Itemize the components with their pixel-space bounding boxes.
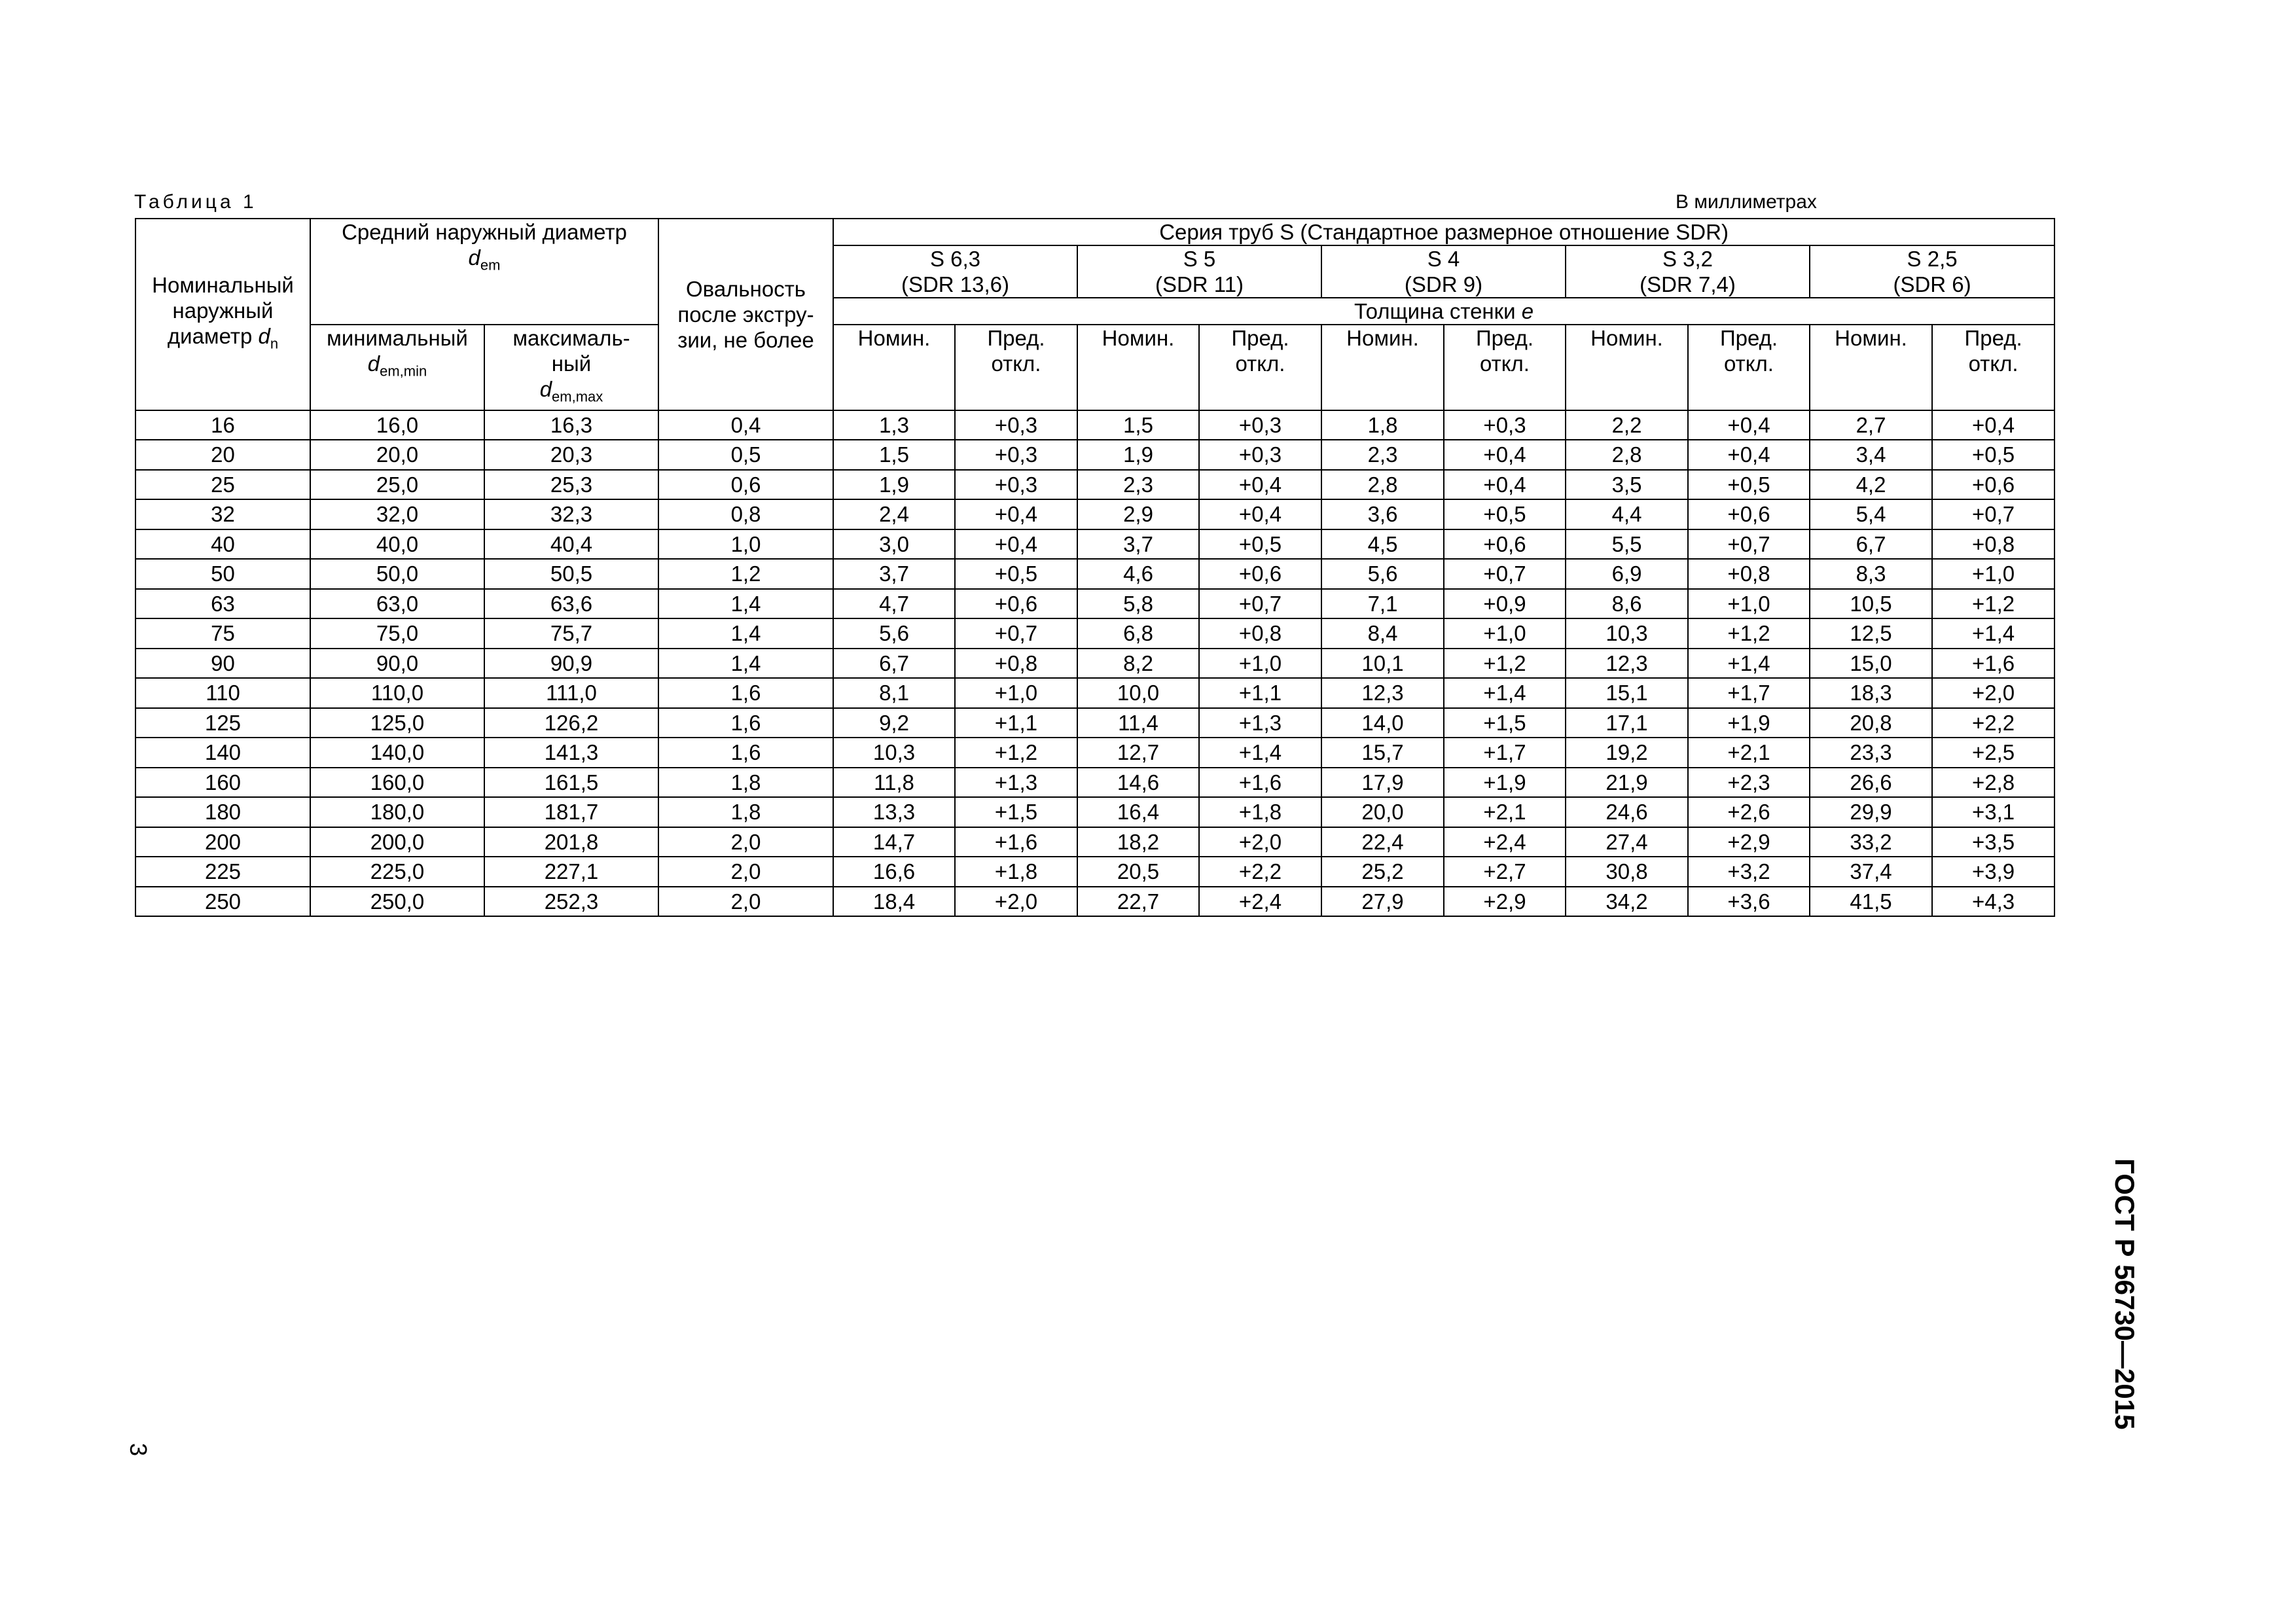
table-cell: 5,8 [1077, 589, 1199, 619]
table-cell: 3,4 [1810, 440, 1932, 470]
header-min: минимальный $d_{em,min}$ [310, 325, 484, 410]
table-cell: 1,4 [658, 589, 833, 619]
table-cell: 252,3 [484, 887, 658, 917]
table-cell: 15,0 [1810, 649, 1932, 679]
table-cell: +0,7 [1199, 589, 1321, 619]
table-row [135, 529, 2054, 560]
table-cell: +1,6 [1199, 768, 1321, 798]
table-cell: 16,3 [484, 410, 658, 440]
table-cell: 5,6 [1321, 559, 1444, 589]
table-cell: +2,3 [1688, 768, 1810, 798]
table-cell: 4,5 [1321, 529, 1444, 560]
header-series-s32: S 3,2 (SDR 7,4) [1566, 245, 1810, 298]
table-cell: +0,4 [1688, 440, 1810, 470]
table-cell: 22,7 [1077, 887, 1199, 917]
table-cell: 40,4 [484, 529, 658, 560]
table-cell: 250,0 [310, 887, 484, 917]
table-cell: 4,2 [1810, 470, 1932, 500]
table-cell: +1,4 [1444, 678, 1566, 708]
table-cell: 0,6 [658, 470, 833, 500]
table-cell: 3,5 [1566, 470, 1688, 500]
table-cell: 30,8 [1566, 857, 1688, 887]
table-cell: +0,4 [955, 499, 1077, 529]
table-cell: 13,3 [833, 797, 955, 827]
table-cell: +1,6 [955, 827, 1077, 857]
table-cell: +1,9 [1688, 708, 1810, 738]
table-cell: 200,0 [310, 827, 484, 857]
table-cell: 90,9 [484, 649, 658, 679]
page-number: 3 [125, 1443, 152, 1457]
table-cell: 9,2 [833, 708, 955, 738]
header-pred: Пред. откл. [955, 325, 1077, 410]
table-cell: 18,2 [1077, 827, 1199, 857]
table-cell: 10,3 [833, 738, 955, 768]
table-cell: +0,9 [1444, 589, 1566, 619]
table-cell: 90,0 [310, 649, 484, 679]
table-cell: 10,0 [1077, 678, 1199, 708]
table-cell: +2,4 [1444, 827, 1566, 857]
table-cell: +1,0 [1932, 559, 2054, 589]
table-row [135, 470, 2054, 500]
table-cell: 10,1 [1321, 649, 1444, 679]
table-cell: 14,7 [833, 827, 955, 857]
table-cell: 25,2 [1321, 857, 1444, 887]
table-cell: 0,8 [658, 499, 833, 529]
header-series-s5: S 5 (SDR 11) [1077, 245, 1321, 298]
table-cell: 18,4 [833, 887, 955, 917]
table-row [135, 827, 2054, 857]
table-cell: 1,9 [1077, 440, 1199, 470]
table-cell: +1,4 [1688, 649, 1810, 679]
table-cell: 225,0 [310, 857, 484, 887]
table-cell: 26,6 [1810, 768, 1932, 798]
table-cell: 125 [135, 708, 310, 738]
table-cell: 63 [135, 589, 310, 619]
table-cell: 16,0 [310, 410, 484, 440]
table-cell: 4,6 [1077, 559, 1199, 589]
table-cell: 4,7 [833, 589, 955, 619]
table-cell: 40 [135, 529, 310, 560]
table-cell: 25 [135, 470, 310, 500]
table-cell: 110 [135, 678, 310, 708]
header-wall-thickness: Толщина стенки e [833, 298, 2054, 325]
header-series-s4: S 4 (SDR 9) [1321, 245, 1566, 298]
table-cell: +1,0 [955, 678, 1077, 708]
table-cell: 1,3 [833, 410, 955, 440]
table-cell: 50 [135, 559, 310, 589]
table-cell: 12,3 [1321, 678, 1444, 708]
header-nomin: Номин. [1810, 325, 1932, 410]
table-cell: +0,8 [955, 649, 1077, 679]
table-cell: 0,4 [658, 410, 833, 440]
table-cell: 32,0 [310, 499, 484, 529]
table-cell: 6,9 [1566, 559, 1688, 589]
table-cell: +1,2 [955, 738, 1077, 768]
table-cell: 20,0 [310, 440, 484, 470]
table-cell: +3,1 [1932, 797, 2054, 827]
table-cell: 180 [135, 797, 310, 827]
table-cell: 40,0 [310, 529, 484, 560]
table-cell: 2,0 [658, 827, 833, 857]
table-cell: +0,8 [1688, 559, 1810, 589]
table-cell: +0,4 [955, 529, 1077, 560]
table-cell: 160 [135, 768, 310, 798]
table-cell: +2,4 [1199, 887, 1321, 917]
table-cell: +0,3 [1199, 440, 1321, 470]
table-cell: 14,6 [1077, 768, 1199, 798]
table-cell: 141,3 [484, 738, 658, 768]
table-cell: 201,8 [484, 827, 658, 857]
table-cell: +1,3 [955, 768, 1077, 798]
table-cell: 10,3 [1566, 618, 1688, 649]
header-nomin: Номин. [833, 325, 955, 410]
table-cell: 22,4 [1321, 827, 1444, 857]
table-cell: 20,8 [1810, 708, 1932, 738]
table-cell: 33,2 [1810, 827, 1932, 857]
table-row [135, 649, 2054, 679]
table-row [135, 589, 2054, 619]
table-cell: +4,3 [1932, 887, 2054, 917]
table-cell: +2,6 [1688, 797, 1810, 827]
table-cell: +0,7 [1444, 559, 1566, 589]
table-row [135, 887, 2054, 917]
header-ovality: Овальность после экстру- зии, не более [658, 219, 833, 410]
table-cell: +2,0 [1932, 678, 2054, 708]
table-cell: 17,9 [1321, 768, 1444, 798]
table-cell: 5,6 [833, 618, 955, 649]
pipe-dimensions-table [135, 218, 2055, 917]
table-cell: 1,6 [658, 708, 833, 738]
table-cell: +0,6 [1688, 499, 1810, 529]
table-cell: 11,8 [833, 768, 955, 798]
table-cell: 32 [135, 499, 310, 529]
table-cell: 63,0 [310, 589, 484, 619]
header-nomin: Номин. [1321, 325, 1444, 410]
table-cell: 1,8 [1321, 410, 1444, 440]
table-cell: 1,4 [658, 618, 833, 649]
table-cell: +2,2 [1932, 708, 2054, 738]
table-cell: 32,3 [484, 499, 658, 529]
table-cell: 15,1 [1566, 678, 1688, 708]
table-cell: +1,0 [1199, 649, 1321, 679]
table-cell: 161,5 [484, 768, 658, 798]
table-cell: 2,4 [833, 499, 955, 529]
table-row [135, 797, 2054, 827]
table-cell: 10,5 [1810, 589, 1932, 619]
table-cell: 25,3 [484, 470, 658, 500]
table-cell: +0,7 [955, 618, 1077, 649]
table-cell: 2,0 [658, 887, 833, 917]
header-pred: Пред. откл. [1444, 325, 1566, 410]
table-cell: +0,5 [1444, 499, 1566, 529]
table-cell: 6,7 [1810, 529, 1932, 560]
table-cell: 75 [135, 618, 310, 649]
table-cell: +1,4 [1932, 618, 2054, 649]
document-code: ГОСТ Р 56730—2015 [2109, 1158, 2140, 1430]
table-cell: +2,1 [1444, 797, 1566, 827]
table-cell: +1,0 [1688, 589, 1810, 619]
table-cell: 12,7 [1077, 738, 1199, 768]
table-cell: 2,8 [1566, 440, 1688, 470]
table-cell: +0,5 [1932, 440, 2054, 470]
table-cell: +0,3 [955, 470, 1077, 500]
header-series-s63: S 6,3 (SDR 13,6) [833, 245, 1077, 298]
table-cell: 24,6 [1566, 797, 1688, 827]
table-cell: 7,1 [1321, 589, 1444, 619]
table-cell: 16 [135, 410, 310, 440]
table-cell: 1,5 [833, 440, 955, 470]
table-cell: 140 [135, 738, 310, 768]
table-cell: 25,0 [310, 470, 484, 500]
table-cell: +1,8 [1199, 797, 1321, 827]
table-cell: 2,7 [1810, 410, 1932, 440]
table-cell: +0,5 [1688, 470, 1810, 500]
table-cell: +0,4 [1688, 410, 1810, 440]
table-cell: 63,6 [484, 589, 658, 619]
table-cell: 2,3 [1321, 440, 1444, 470]
table-cell: 20 [135, 440, 310, 470]
table-cell: 126,2 [484, 708, 658, 738]
table-cell: +0,8 [1932, 529, 2054, 560]
table-cell: +0,6 [955, 589, 1077, 619]
table-cell: +1,1 [955, 708, 1077, 738]
table-cell: 1,0 [658, 529, 833, 560]
table-cell: +1,3 [1199, 708, 1321, 738]
table-cell: 34,2 [1566, 887, 1688, 917]
table-row [135, 618, 2054, 649]
table-cell: +1,1 [1199, 678, 1321, 708]
header-mean-diameter: Средний наружный диаметр $d_{em}$ [310, 219, 658, 325]
table-cell: +3,2 [1688, 857, 1810, 887]
units-caption: В миллиметрах [1676, 191, 1817, 213]
table-row [135, 440, 2054, 470]
table-cell: +0,4 [1199, 470, 1321, 500]
table-cell: 2,3 [1077, 470, 1199, 500]
table-cell: 180,0 [310, 797, 484, 827]
table-cell: 27,9 [1321, 887, 1444, 917]
table-cell: 227,1 [484, 857, 658, 887]
table-cell: 2,0 [658, 857, 833, 887]
header-series-title: Серия труб S (Стандартное размерное отношение SDR) [833, 219, 2054, 245]
table-cell: 41,5 [1810, 887, 1932, 917]
table-row [135, 410, 2054, 440]
table-cell: 50,0 [310, 559, 484, 589]
table-cell: 8,6 [1566, 589, 1688, 619]
table-cell: +0,6 [1444, 529, 1566, 560]
table-cell: 75,7 [484, 618, 658, 649]
table-cell: +0,3 [955, 410, 1077, 440]
table-cell: +1,4 [1199, 738, 1321, 768]
table-cell: +0,3 [1444, 410, 1566, 440]
table-cell: 1,6 [658, 738, 833, 768]
table-cell: +0,4 [1932, 410, 2054, 440]
table-cell: 12,5 [1810, 618, 1932, 649]
table-cell: 14,0 [1321, 708, 1444, 738]
table-cell: +1,0 [1444, 618, 1566, 649]
table-cell: 27,4 [1566, 827, 1688, 857]
table-row [135, 678, 2054, 708]
table-cell: 6,7 [833, 649, 955, 679]
table-cell: 2,9 [1077, 499, 1199, 529]
table-cell: +2,1 [1688, 738, 1810, 768]
table-cell: +2,8 [1932, 768, 2054, 798]
table-cell: +0,5 [955, 559, 1077, 589]
table-cell: +2,7 [1444, 857, 1566, 887]
table-cell: 0,5 [658, 440, 833, 470]
table-cell: 50,5 [484, 559, 658, 589]
table-cell: 2,8 [1321, 470, 1444, 500]
table-cell: 8,1 [833, 678, 955, 708]
header-pred: Пред. откл. [1199, 325, 1321, 410]
table-cell: +3,5 [1932, 827, 2054, 857]
header-nominal-diameter: Номинальный наружный диаметр $d_n$ [135, 219, 310, 410]
table-cell: +1,2 [1688, 618, 1810, 649]
table-cell: +1,7 [1444, 738, 1566, 768]
table-cell: 8,2 [1077, 649, 1199, 679]
table-cell: 250 [135, 887, 310, 917]
table-cell: 160,0 [310, 768, 484, 798]
table-cell: +1,5 [1444, 708, 1566, 738]
table-cell: 2,2 [1566, 410, 1688, 440]
table-cell: +3,6 [1688, 887, 1810, 917]
table-cell: 6,8 [1077, 618, 1199, 649]
table-cell: +0,5 [1199, 529, 1321, 560]
table-cell: 29,9 [1810, 797, 1932, 827]
table-row [135, 738, 2054, 768]
table-cell: 1,9 [833, 470, 955, 500]
table-cell: 37,4 [1810, 857, 1932, 887]
table-row [135, 708, 2054, 738]
table-cell: 75,0 [310, 618, 484, 649]
table-cell: 3,7 [833, 559, 955, 589]
table-cell: 12,3 [1566, 649, 1688, 679]
header-pred: Пред. откл. [1932, 325, 2054, 410]
table-cell: +2,9 [1444, 887, 1566, 917]
table-cell: +1,2 [1444, 649, 1566, 679]
table-cell: 1,2 [658, 559, 833, 589]
table-cell: 20,3 [484, 440, 658, 470]
table-cell: 4,4 [1566, 499, 1688, 529]
table-cell: +2,0 [955, 887, 1077, 917]
table-cell: +1,6 [1932, 649, 2054, 679]
table-cell: 21,9 [1566, 768, 1688, 798]
table-caption: Таблица 1 [134, 191, 257, 213]
table-cell: 3,0 [833, 529, 955, 560]
table-cell: 19,2 [1566, 738, 1688, 768]
table-cell: +1,5 [955, 797, 1077, 827]
table-cell: 17,1 [1566, 708, 1688, 738]
table-cell: +0,7 [1688, 529, 1810, 560]
table-cell: 11,4 [1077, 708, 1199, 738]
table-cell: 1,6 [658, 678, 833, 708]
table-cell: +2,0 [1199, 827, 1321, 857]
table-cell: 8,4 [1321, 618, 1444, 649]
table-cell: 225 [135, 857, 310, 887]
header-max: максималь- ный $d_{em,max}$ [484, 325, 658, 410]
table-cell: +2,9 [1688, 827, 1810, 857]
table-cell: 1,4 [658, 649, 833, 679]
table-cell: 3,7 [1077, 529, 1199, 560]
table-cell: 20,5 [1077, 857, 1199, 887]
table-cell: +0,6 [1199, 559, 1321, 589]
table-cell: 125,0 [310, 708, 484, 738]
table-row [135, 499, 2054, 529]
table-cell: 110,0 [310, 678, 484, 708]
table-cell: 111,0 [484, 678, 658, 708]
header-nomin: Номин. [1566, 325, 1688, 410]
header-nomin: Номин. [1077, 325, 1199, 410]
table-cell: 200 [135, 827, 310, 857]
table-cell: +1,9 [1444, 768, 1566, 798]
table-cell: +3,9 [1932, 857, 2054, 887]
table-cell: 5,5 [1566, 529, 1688, 560]
table-cell: 90 [135, 649, 310, 679]
table-cell: +0,4 [1199, 499, 1321, 529]
table-cell: +0,4 [1444, 440, 1566, 470]
table-row [135, 768, 2054, 798]
table-cell: 16,4 [1077, 797, 1199, 827]
table-cell: +2,5 [1932, 738, 2054, 768]
table-cell: 181,7 [484, 797, 658, 827]
table-cell: 15,7 [1321, 738, 1444, 768]
table-row [135, 857, 2054, 887]
table-cell: 1,8 [658, 797, 833, 827]
table-cell: 16,6 [833, 857, 955, 887]
header-pred: Пред. откл. [1688, 325, 1810, 410]
table-cell: +0,3 [1199, 410, 1321, 440]
table-row [135, 559, 2054, 589]
table-cell: 18,3 [1810, 678, 1932, 708]
table-cell: +0,7 [1932, 499, 2054, 529]
header-series-s25: S 2,5 (SDR 6) [1810, 245, 2054, 298]
table-cell: +0,6 [1932, 470, 2054, 500]
table-cell: +1,7 [1688, 678, 1810, 708]
table-cell: 1,5 [1077, 410, 1199, 440]
table-cell: 3,6 [1321, 499, 1444, 529]
table-cell: 5,4 [1810, 499, 1932, 529]
table-cell: 8,3 [1810, 559, 1932, 589]
table-cell: +0,4 [1444, 470, 1566, 500]
table-cell: +0,8 [1199, 618, 1321, 649]
table-cell: 1,8 [658, 768, 833, 798]
table-cell: +1,2 [1932, 589, 2054, 619]
table-body [135, 410, 2054, 917]
table-cell: +0,3 [955, 440, 1077, 470]
table-cell: 20,0 [1321, 797, 1444, 827]
table-cell: 140,0 [310, 738, 484, 768]
table-cell: +1,8 [955, 857, 1077, 887]
table-cell: 23,3 [1810, 738, 1932, 768]
table-cell: +2,2 [1199, 857, 1321, 887]
